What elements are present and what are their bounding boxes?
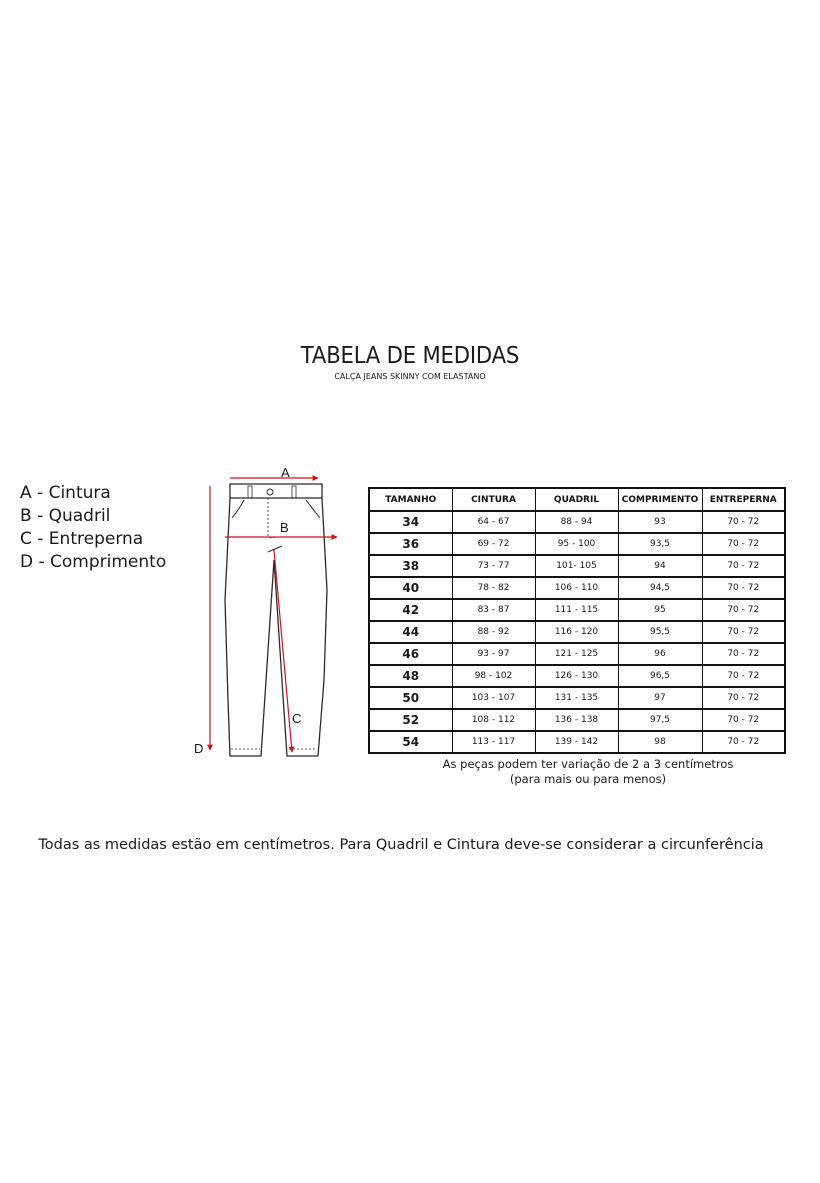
cell-comprimento: 94: [618, 555, 702, 577]
cell-entreperna: 70 - 72: [702, 599, 785, 621]
cell-quadril: 139 - 142: [535, 731, 618, 753]
table-row: [369, 665, 785, 687]
cell-cintura: 78 - 82: [452, 577, 535, 599]
cell-quadril: 121 - 125: [535, 643, 618, 665]
header-tamanho: TAMANHO: [369, 488, 452, 511]
cell-size: 46: [369, 643, 452, 665]
cell-comprimento: 98: [618, 731, 702, 753]
table-row: [369, 511, 785, 533]
header-quadril: QUADRIL: [535, 488, 618, 511]
crotch-mark: [268, 546, 282, 552]
legend-item-entreperna: C - Entreperna: [20, 529, 144, 549]
table-row: [369, 643, 785, 665]
measurement-legend: [20, 482, 166, 574]
cell-size: 34: [369, 511, 452, 533]
cell-size: 36: [369, 533, 452, 555]
size-table: [368, 487, 786, 754]
cell-size: 50: [369, 687, 452, 709]
variation-note: [408, 757, 768, 787]
cell-comprimento: 96: [618, 643, 702, 665]
cell-cintura: 113 - 117: [452, 731, 535, 753]
arrow-c-entreperna: [274, 550, 292, 752]
cell-entreperna: 70 - 72: [702, 643, 785, 665]
page-title: TABELA DE MEDIDAS: [300, 343, 520, 369]
cell-quadril: 88 - 94: [535, 511, 618, 533]
cell-entreperna: 70 - 72: [702, 533, 785, 555]
cell-entreperna: 70 - 72: [702, 577, 785, 599]
cell-cintura: 73 - 77: [452, 555, 535, 577]
cell-cintura: 108 - 112: [452, 709, 535, 731]
cell-quadril: 116 - 120: [535, 621, 618, 643]
cell-cintura: 98 - 102: [452, 665, 535, 687]
legend-item-comprimento: D - Comprimento: [20, 552, 167, 572]
table-row: [369, 621, 785, 643]
cell-quadril: 131 - 135: [535, 687, 618, 709]
cell-quadril: 136 - 138: [535, 709, 618, 731]
cell-quadril: 126 - 130: [535, 665, 618, 687]
header-entreperna: ENTREPERNA: [702, 488, 785, 511]
cell-size: 52: [369, 709, 452, 731]
legend-item-quadril: B - Quadril: [20, 506, 111, 526]
cell-cintura: 88 - 92: [452, 621, 535, 643]
header-comprimento: COMPRIMENTO: [618, 488, 702, 511]
header-cintura: CINTURA: [452, 488, 535, 511]
cell-size: 38: [369, 555, 452, 577]
cell-quadril: 106 - 110: [535, 577, 618, 599]
legend-item-cintura: A - Cintura: [20, 483, 111, 503]
diagram-label-a: A: [281, 465, 290, 480]
cell-quadril: 101- 105: [535, 555, 618, 577]
cell-size: 54: [369, 731, 452, 753]
cell-entreperna: 70 - 72: [702, 665, 785, 687]
variation-note-line-2: (para mais ou para menos): [509, 772, 667, 786]
diagram-label-c: C: [292, 711, 302, 726]
cell-size: 42: [369, 599, 452, 621]
cell-quadril: 95 - 100: [535, 533, 618, 555]
cell-entreperna: 70 - 72: [702, 555, 785, 577]
table-row: [369, 533, 785, 555]
cell-cintura: 69 - 72: [452, 533, 535, 555]
table-row: [369, 731, 785, 753]
cell-entreperna: 70 - 72: [702, 709, 785, 731]
table-row: [369, 577, 785, 599]
cell-quadril: 111 - 115: [535, 599, 618, 621]
footer-note: Todas as medidas estão em centímetros. Para Quadril e Cintura deve-se considerar a circunferência: [38, 837, 764, 853]
cell-entreperna: 70 - 72: [702, 511, 785, 533]
table-row: [369, 599, 785, 621]
cell-cintura: 103 - 107: [452, 687, 535, 709]
cell-size: 44: [369, 621, 452, 643]
cell-cintura: 83 - 87: [452, 599, 535, 621]
cell-entreperna: 70 - 72: [702, 687, 785, 709]
cell-comprimento: 97,5: [618, 709, 702, 731]
variation-note-line-1: As peças podem ter variação de 2 a 3 centímetros: [442, 757, 734, 771]
table-header-row: [369, 488, 785, 511]
pants-diagram: [190, 462, 350, 762]
page-subtitle: CALÇA JEANS SKINNY COM ELASTANO: [334, 372, 486, 381]
cell-comprimento: 93: [618, 511, 702, 533]
cell-comprimento: 94,5: [618, 577, 702, 599]
cell-size: 40: [369, 577, 452, 599]
cell-entreperna: 70 - 72: [702, 731, 785, 753]
pants-outline: [225, 484, 327, 756]
cell-comprimento: 97: [618, 687, 702, 709]
table-row: [369, 687, 785, 709]
table-row: [369, 555, 785, 577]
table-row: [369, 709, 785, 731]
cell-comprimento: 93,5: [618, 533, 702, 555]
cell-size: 48: [369, 665, 452, 687]
cell-cintura: 64 - 67: [452, 511, 535, 533]
cell-comprimento: 95,5: [618, 621, 702, 643]
cell-cintura: 93 - 97: [452, 643, 535, 665]
diagram-label-d: D: [194, 741, 204, 756]
diagram-label-b: B: [280, 520, 289, 535]
cell-comprimento: 96,5: [618, 665, 702, 687]
cell-entreperna: 70 - 72: [702, 621, 785, 643]
cell-comprimento: 95: [618, 599, 702, 621]
